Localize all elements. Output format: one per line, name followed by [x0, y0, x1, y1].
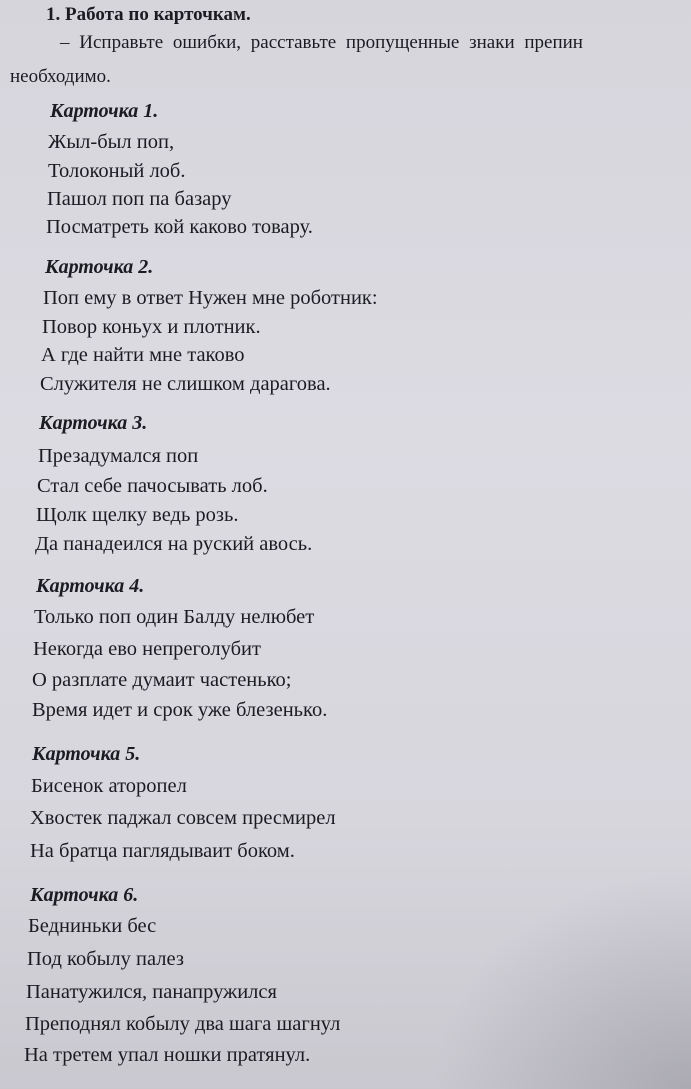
card-5-line-1: Бисенок аторопел: [31, 775, 187, 797]
card-3-line-4: Да панадеился на руский авось.: [35, 533, 313, 555]
card-4-title: Карточка 4.: [36, 575, 145, 597]
card-1-line-3: Пашол поп па базару: [47, 188, 232, 210]
card-1-line-2: Толоконый лоб.: [48, 160, 186, 182]
card-3-title: Карточка 3.: [39, 412, 148, 434]
card-4-line-4: Время идет и срок уже блезенько.: [32, 699, 328, 721]
card-6-line-5: На третем упал ношки пратянул.: [24, 1044, 311, 1066]
card-1-line-4: Посматреть кой каково товару.: [46, 216, 313, 238]
paper-shadow: [431, 869, 691, 1089]
card-2-line-1: Поп ему в ответ Нужен мне роботник:: [43, 287, 378, 309]
card-3-line-3: Щолк щелку ведь розь.: [36, 504, 239, 526]
card-5-title: Карточка 5.: [32, 743, 141, 765]
card-1-title: Карточка 1.: [50, 100, 159, 122]
card-4-line-1: Только поп один Балду нелюбет: [34, 606, 315, 628]
card-3-line-1: Презадумался поп: [38, 445, 199, 467]
card-2-line-4: Служителя не слишком дарагова.: [40, 373, 331, 395]
card-4-line-2: Некогда ево непреголубит: [33, 638, 261, 660]
card-3-line-2: Стал себе пачосывать лоб.: [37, 475, 268, 497]
card-6-line-3: Панатужился, панапружился: [26, 981, 277, 1003]
card-4-line-3: О разплате думаит частенько;: [32, 669, 292, 691]
instruction-line-1: – Исправьте ошибки, расставьте пропущенные знаки препин: [60, 32, 583, 53]
card-5-line-2: Хвостек паджал совсем пресмирел: [30, 807, 336, 829]
card-2-line-3: А где найти мне таково: [41, 344, 245, 366]
card-6-title: Карточка 6.: [30, 884, 139, 906]
card-6-line-1: Бедниньки бес: [28, 915, 157, 937]
card-6-line-4: Преподнял кобылу два шага шагнул: [25, 1013, 341, 1035]
card-2-title: Карточка 2.: [45, 256, 154, 278]
card-5-line-3: На братца паглядываит боком.: [30, 840, 295, 862]
instruction-line-2: необходимо.: [10, 66, 111, 87]
card-2-line-2: Повор коньух и плотник.: [42, 316, 261, 338]
section-heading: 1. Работа по карточкам.: [46, 4, 251, 25]
card-6-line-2: Под кобылу палез: [27, 948, 184, 970]
card-1-line-1: Жыл-был поп,: [48, 131, 175, 153]
